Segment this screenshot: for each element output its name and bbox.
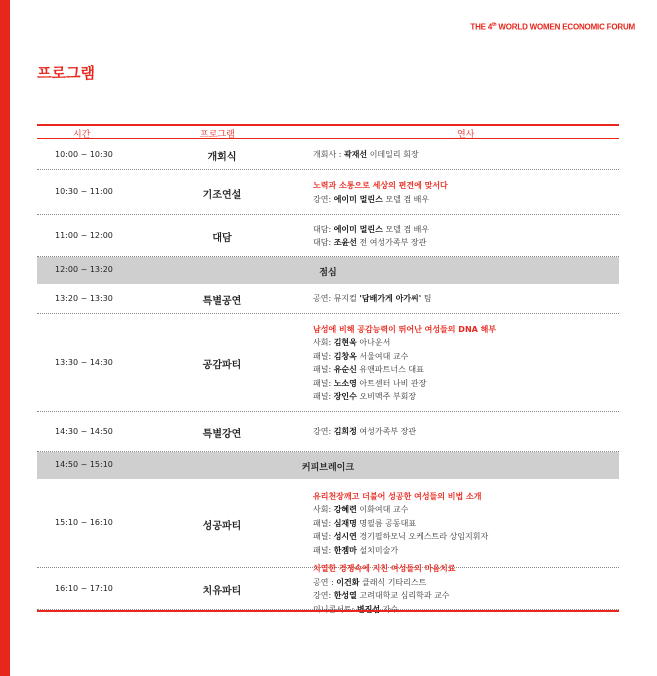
row-details <box>313 425 613 439</box>
break-label: 커피브레이크 <box>301 462 355 473</box>
column-header-time: 시간 <box>73 130 91 140</box>
speaker-name: 유순신 <box>333 365 357 374</box>
speaker-title: 명필름 공동대표 <box>356 518 417 528</box>
row-time: 10:00 ~ 10:30 <box>55 149 113 159</box>
speaker-name: 에이미 멀린스 <box>333 224 383 234</box>
left-accent-bar <box>0 0 10 676</box>
row-details <box>313 292 613 306</box>
row-program: 특별공연 <box>202 296 242 307</box>
speaker-name: 노소영 <box>333 378 357 388</box>
row-program: 성공파티 <box>202 520 242 532</box>
row-time: 14:30 ~ 14:50 <box>55 426 113 436</box>
speaker-line <box>313 363 613 377</box>
speaker-line <box>313 517 613 531</box>
session-topic: 유리천장깨고 더불어 성공한 여성들의 비법 소개 <box>313 491 482 501</box>
speaker-line <box>313 223 613 237</box>
table-bottom-rule <box>37 610 619 612</box>
forum-title-ordinal: th <box>492 22 497 28</box>
session-topic: 남성에 비해 공감능력이 뛰어난 여성들의 DNA 해부 <box>313 324 497 334</box>
column-header-program: 프로그램 <box>200 130 235 140</box>
table-row <box>37 412 619 452</box>
speaker-line <box>313 503 613 517</box>
speaker-title: 가수 <box>380 604 399 614</box>
speaker-name: 김창옥 <box>333 351 357 361</box>
row-program: 대담 <box>212 233 232 244</box>
speaker-role: 패널: <box>313 532 334 542</box>
row-time: 12:00 ~ 13:20 <box>55 265 113 274</box>
row-program: 기조연설 <box>202 189 242 201</box>
row-program: 공감파티 <box>202 360 242 371</box>
speaker-role: 공연: 뮤지컬 <box>313 294 360 304</box>
table-row <box>37 215 619 257</box>
table-row <box>37 479 619 568</box>
row-program: 특별강연 <box>202 429 242 440</box>
speaker-line <box>313 336 613 350</box>
speaker-role: 개회사 : <box>313 150 344 160</box>
speaker-role: 강연: <box>313 427 334 437</box>
row-details <box>313 323 613 404</box>
speaker-name: 한젬마 <box>333 545 357 555</box>
forum-title-suffix: WORLD WOMEN ECONOMIC FORUM <box>496 22 635 32</box>
row-details <box>313 179 613 206</box>
speaker-role: 패널: <box>313 545 334 555</box>
speaker-name: 장인수 <box>333 392 357 401</box>
row-time: 16:10 ~ 17:10 <box>55 583 113 593</box>
speaker-role: 패널: <box>313 351 334 361</box>
row-time: 13:30 ~ 14:30 <box>55 357 113 367</box>
table-row <box>37 452 619 479</box>
row-time: 15:10 ~ 16:10 <box>55 518 113 527</box>
speaker-title: 경기필하모닉 오케스트라 상임지휘자 <box>356 532 489 542</box>
speaker-role: 미니콘서트: <box>313 604 357 614</box>
speaker-name: 에이미 멀린스 <box>333 194 383 204</box>
speaker-title: 클래식 기타리스트 <box>359 577 427 587</box>
session-topic: 노력과 소통으로 세상의 편견에 맞서다 <box>313 181 448 190</box>
speaker-title: 아나운서 <box>356 338 391 347</box>
speaker-line <box>313 148 613 162</box>
speaker-name: 성시연 <box>333 532 357 542</box>
speaker-line <box>313 589 613 603</box>
speaker-role: 패널: <box>313 365 334 374</box>
row-time: 11:00 ~ 12:00 <box>55 230 113 240</box>
row-details <box>313 148 613 162</box>
speaker-line <box>313 193 613 207</box>
table-row <box>37 314 619 412</box>
table-row <box>37 284 619 314</box>
speaker-role: 강연: <box>313 194 334 204</box>
speaker-title: 모델 겸 배우 <box>382 194 430 204</box>
speaker-name: 조윤선 <box>333 238 357 247</box>
speaker-role: 공연 : <box>313 577 337 587</box>
speaker-title: 팀 <box>421 294 432 304</box>
row-program: 치유파티 <box>202 586 242 597</box>
speaker-title: 오비맥주 부회장 <box>356 392 417 401</box>
speaker-name: 한성열 <box>333 591 357 600</box>
speaker-line <box>313 576 613 590</box>
row-details <box>313 562 613 616</box>
speaker-title: 아트센터 나비 관장 <box>356 378 427 388</box>
row-details <box>313 223 613 250</box>
speaker-title: 유앤파트너스 대표 <box>356 365 424 374</box>
table-top-rule <box>37 124 619 126</box>
column-header-speaker: 연사 <box>457 130 475 140</box>
speaker-title: 서울여대 교수 <box>356 351 409 361</box>
speaker-line <box>313 530 613 544</box>
break-label: 점심 <box>319 267 337 278</box>
speaker-title: 모델 겸 배우 <box>382 224 430 234</box>
table-row <box>37 257 619 284</box>
speaker-role: 대담: <box>313 224 334 234</box>
speaker-line <box>313 236 613 250</box>
speaker-role: 사회: <box>313 338 334 347</box>
row-time: 10:30 ~ 11:00 <box>55 187 113 196</box>
table-row <box>37 170 619 215</box>
speaker-line <box>313 350 613 364</box>
speaker-name: 강혜련 <box>333 505 357 515</box>
speaker-name: 심재명 <box>333 518 357 528</box>
speaker-name: 변진섭 <box>356 604 381 614</box>
speaker-title: 여성가족부 장관 <box>356 427 417 437</box>
speaker-role: 패널: <box>313 378 334 388</box>
page-title: 프로그램 <box>37 64 95 82</box>
row-time: 14:50 ~ 15:10 <box>55 460 113 469</box>
row-time: 13:20 ~ 13:30 <box>55 293 113 303</box>
speaker-name: 김현욱 <box>333 338 357 347</box>
speaker-role: 대담: <box>313 238 334 247</box>
speaker-line <box>313 390 613 404</box>
session-topic: 치열한 경쟁속에 지친 여성들의 마음치료 <box>313 564 456 573</box>
table-row <box>37 564 619 614</box>
speaker-role: 패널: <box>313 518 334 528</box>
speaker-role: 강연: <box>313 591 334 600</box>
forum-header <box>470 22 635 32</box>
row-details <box>313 490 613 558</box>
forum-title-prefix: THE 4 <box>470 22 493 32</box>
speaker-line <box>313 377 613 391</box>
header-rule <box>37 138 619 139</box>
speaker-role: 패널: <box>313 392 334 401</box>
speaker-title: 고려대학교 심리학과 교수 <box>356 591 450 600</box>
speaker-name: '담배가게 아가씨' <box>359 294 422 304</box>
speaker-title: 이데일리 회장 <box>367 150 419 160</box>
speaker-name: 김희정 <box>333 427 357 437</box>
speaker-line <box>313 544 613 558</box>
speaker-line <box>313 292 613 306</box>
speaker-line <box>313 425 613 439</box>
speaker-role: 사회: <box>313 505 334 515</box>
speaker-name: 곽재선 <box>343 150 368 160</box>
speaker-title: 이화여대 교수 <box>356 505 409 515</box>
table-row <box>37 140 619 170</box>
row-program: 개회식 <box>207 152 237 163</box>
speaker-title: 전 여성가족부 장관 <box>356 238 427 247</box>
speaker-name: 이건화 <box>336 577 360 587</box>
speaker-title: 설치미술가 <box>356 545 399 555</box>
